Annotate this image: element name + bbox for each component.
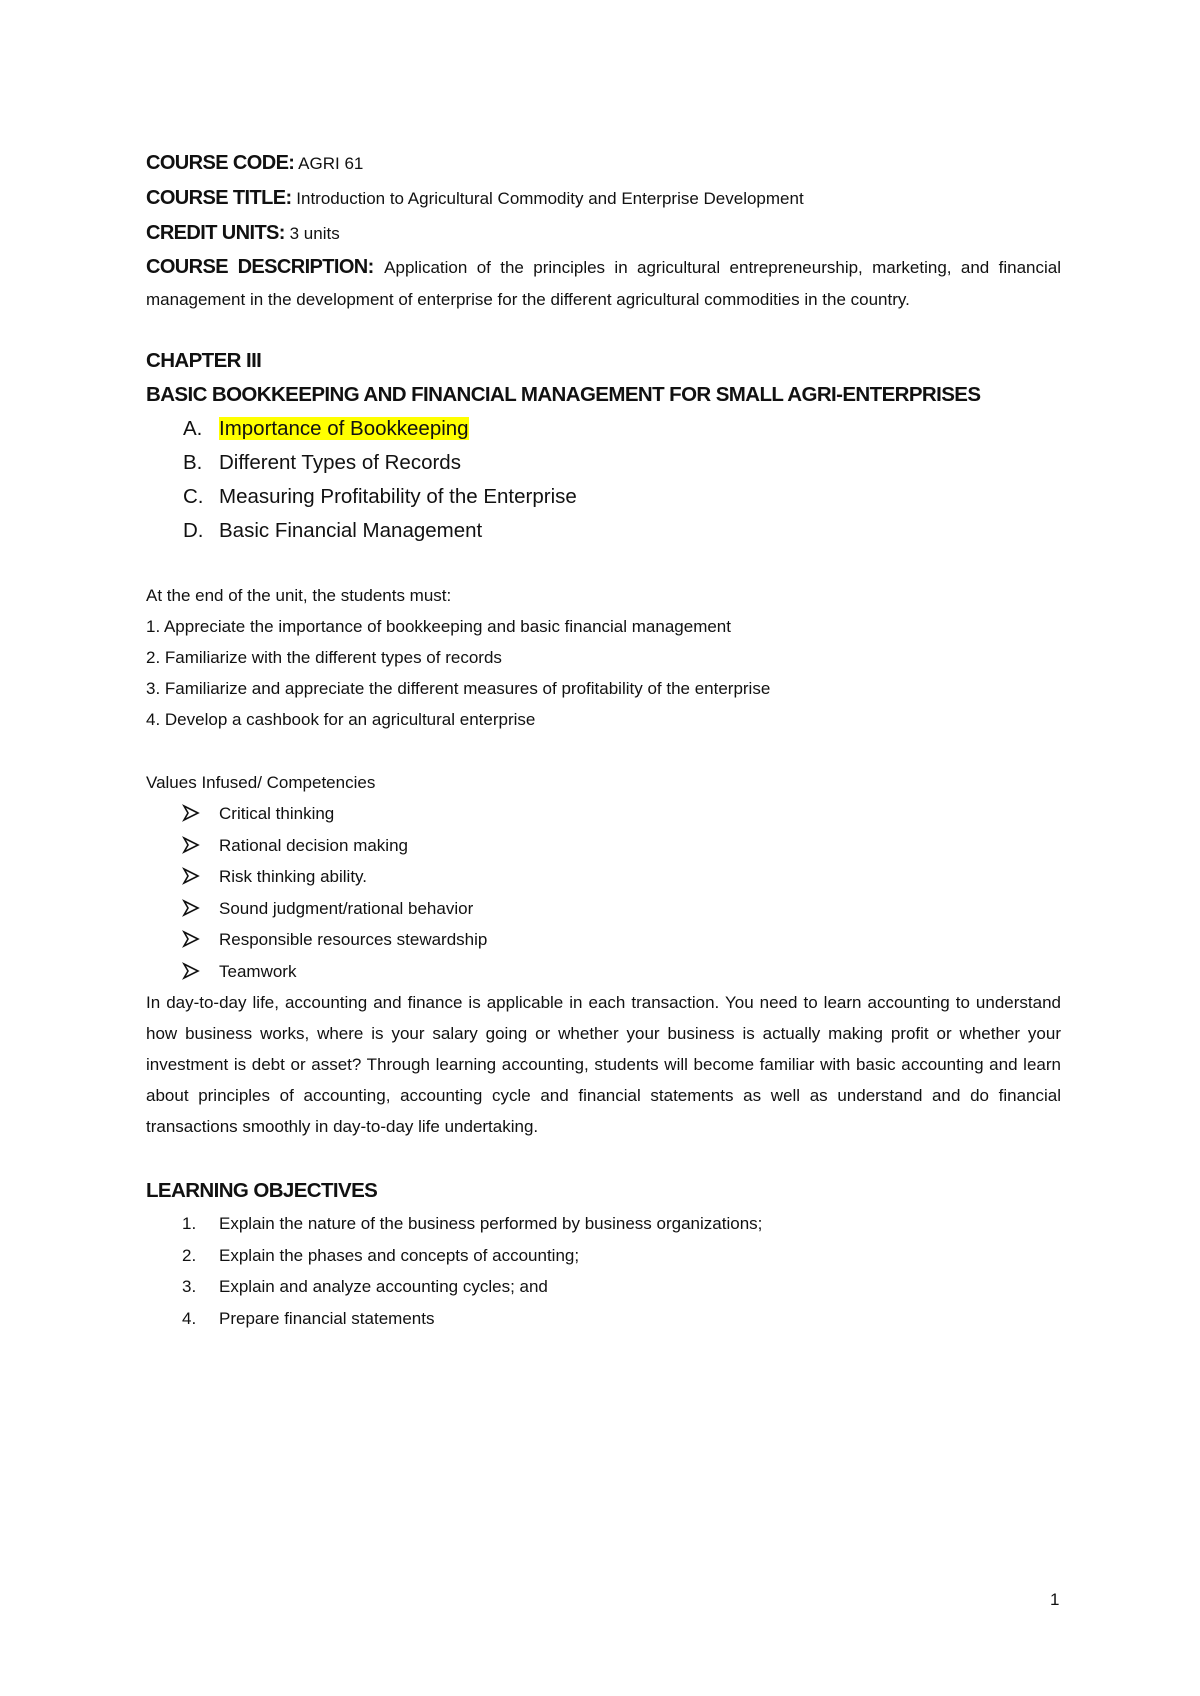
objective-text: Explain the nature of the business performed by business organizations; bbox=[219, 1214, 763, 1233]
credit-units-line bbox=[146, 216, 1061, 251]
topic-text-highlighted: Importance of Bookkeeping bbox=[219, 417, 469, 440]
objective-number: 4. bbox=[182, 1308, 197, 1328]
values-item-text: Risk thinking ability. bbox=[219, 867, 368, 886]
objective-item bbox=[146, 1208, 1061, 1240]
topic-item bbox=[146, 514, 1061, 548]
topic-letter: C. bbox=[183, 485, 204, 508]
course-code-line bbox=[146, 146, 1061, 181]
course-code-label: COURSE CODE: bbox=[146, 152, 295, 174]
topic-item bbox=[146, 480, 1061, 514]
values-item bbox=[146, 956, 1061, 988]
values-item bbox=[146, 861, 1061, 893]
intro-paragraph: In day-to-day life, accounting and finance is applicable in each transaction. You need to learn accounting to understand how business works, where is your salary going or whether your business is actually making profit or whether your investment is debt or asset? Through learning accounting, students will become familiar with basic accounting and learn about principles of accounting, accounting cycle and financial statements as well as understand and do financial transactions smoothly in day-to-day life undertaking. bbox=[146, 993, 1061, 1136]
course-description-label: COURSE DESCRIPTION: bbox=[146, 256, 374, 278]
course-title-line bbox=[146, 181, 1061, 216]
topic-text: Different Types of Records bbox=[219, 451, 461, 474]
chapter-topic-list bbox=[146, 412, 1061, 548]
objective-number: 1. bbox=[182, 1214, 197, 1233]
topic-item bbox=[146, 412, 1061, 446]
credit-units-label: CREDIT UNITS: bbox=[146, 222, 285, 244]
values-item bbox=[146, 830, 1061, 862]
learning-objectives-heading: LEARNING OBJECTIVES bbox=[146, 1179, 378, 1202]
topic-text: Measuring Profitability of the Enterprise bbox=[219, 485, 577, 508]
arrowhead-bullet-icon bbox=[182, 867, 200, 885]
values-list bbox=[146, 798, 1061, 987]
objective-item bbox=[146, 1240, 1061, 1272]
objective-item bbox=[146, 1303, 1061, 1335]
values-item-text: Critical thinking bbox=[219, 804, 335, 823]
learning-objectives-list bbox=[146, 1208, 1061, 1334]
topic-letter: D. bbox=[183, 519, 204, 542]
values-item bbox=[146, 924, 1061, 956]
course-title-label: COURSE TITLE: bbox=[146, 187, 292, 209]
outcome-item: 1. Appreciate the importance of bookkeeping and basic financial management bbox=[146, 617, 731, 636]
objective-item bbox=[146, 1271, 1061, 1303]
values-item bbox=[146, 798, 1061, 830]
arrowhead-bullet-icon bbox=[182, 804, 200, 822]
outcome-item: 3. Familiarize and appreciate the different measures of profitability of the enterprise bbox=[146, 679, 771, 698]
outcome-item: 2. Familiarize with the different types of records bbox=[146, 648, 502, 667]
chapter-number: CHAPTER III bbox=[146, 349, 262, 372]
values-item-text: Teamwork bbox=[219, 961, 297, 981]
outcome-item: 4. Develop a cashbook for an agricultural enterprise bbox=[146, 710, 536, 729]
arrowhead-bullet-icon bbox=[182, 899, 200, 917]
arrowhead-bullet-icon bbox=[182, 836, 200, 854]
values-item-text: Responsible resources stewardship bbox=[219, 930, 488, 949]
chapter-title: BASIC BOOKKEEPING AND FINANCIAL MANAGEMENT FOR SMALL AGRI-ENTERPRISES bbox=[146, 383, 981, 406]
objective-number: 2. bbox=[182, 1245, 197, 1265]
course-description-value: Application of the principles in agricultural entrepreneurship, marketing, and financial management in the development of enterprise for the different agricultural commodities in the country. bbox=[146, 258, 1061, 309]
arrowhead-bullet-icon bbox=[182, 930, 200, 948]
objective-number: 3. bbox=[182, 1277, 197, 1296]
page-number: 1 bbox=[1050, 1590, 1060, 1609]
objective-text: Prepare financial statements bbox=[219, 1308, 435, 1328]
topic-letter: A. bbox=[183, 417, 203, 440]
arrowhead-bullet-icon bbox=[182, 962, 200, 980]
objective-text: Explain and analyze accounting cycles; and bbox=[219, 1277, 548, 1296]
values-item-text: Rational decision making bbox=[219, 835, 408, 855]
credit-units-value: 3 units bbox=[289, 224, 340, 243]
objective-text: Explain the phases and concepts of accounting; bbox=[219, 1245, 580, 1265]
values-item-text: Sound judgment/rational behavior bbox=[219, 898, 474, 918]
course-description bbox=[146, 251, 1061, 316]
topic-item bbox=[146, 446, 1061, 480]
course-title-value: Introduction to Agricultural Commodity and Enterprise Development bbox=[296, 189, 804, 208]
course-code-value: AGRI 61 bbox=[298, 154, 364, 173]
topic-text: Basic Financial Management bbox=[219, 519, 483, 542]
page-content bbox=[146, 146, 1061, 1334]
values-item bbox=[146, 893, 1061, 925]
values-heading: Values Infused/ Competencies bbox=[146, 773, 376, 792]
topic-letter: B. bbox=[183, 451, 203, 474]
outcomes-intro: At the end of the unit, the students must: bbox=[146, 586, 452, 605]
